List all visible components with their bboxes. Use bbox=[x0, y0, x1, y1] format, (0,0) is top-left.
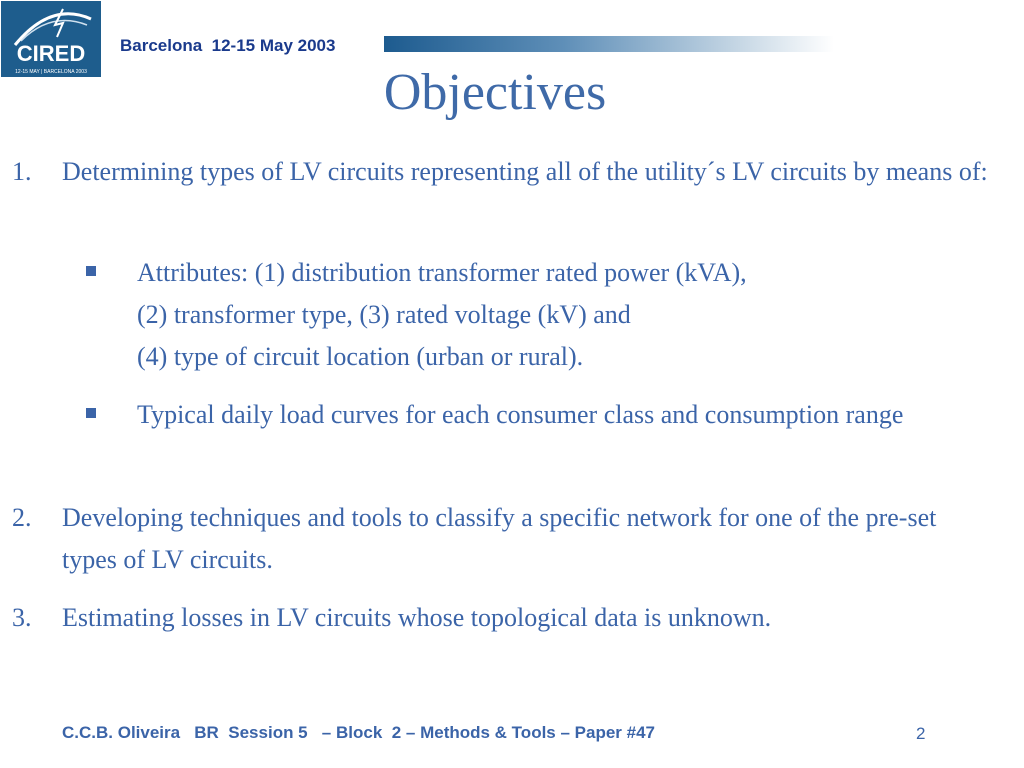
slide-title: Objectives bbox=[383, 64, 607, 121]
objective-text-2: Developing techniques and tools to classify a specific network for one of the pre-set types of LV circuits. bbox=[62, 503, 937, 574]
header-gradient-bar bbox=[384, 36, 834, 52]
item-number: 2. bbox=[12, 503, 32, 532]
item-number: 3. bbox=[12, 603, 32, 632]
slide-footer: C.C.B. Oliveira BR Session 5 – Block 2 – Methods & Tools – Paper #47 bbox=[62, 723, 655, 742]
item-number: 1. bbox=[12, 157, 32, 186]
subitem-1-line-1: Attributes: (1) distribution transformer rated power (kVA), bbox=[137, 258, 747, 287]
subitem-1-line-3: (4) type of circuit location (urban or rural). bbox=[137, 342, 584, 371]
square-bullet-icon bbox=[86, 408, 96, 418]
objective-text-1: Determining types of LV circuits representing all of the utility´s LV circuits by means of: bbox=[62, 157, 988, 186]
subitem-2-text: Typical daily load curves for each consumer class and consumption range bbox=[137, 400, 904, 429]
page-number: 2 bbox=[916, 724, 926, 743]
logo-text: CIRED bbox=[16, 41, 86, 66]
event-header: Barcelona 12-15 May 2003 bbox=[120, 36, 336, 55]
square-bullet-icon bbox=[86, 266, 96, 276]
subitem-1-line-2: (2) transformer type, (3) rated voltage (kV) and bbox=[137, 300, 631, 329]
objective-text-3: Estimating losses in LV circuits whose topological data is unknown. bbox=[62, 603, 772, 632]
logo-subtext: 12-15 MAY | BARCELONA 2003 bbox=[15, 69, 87, 75]
